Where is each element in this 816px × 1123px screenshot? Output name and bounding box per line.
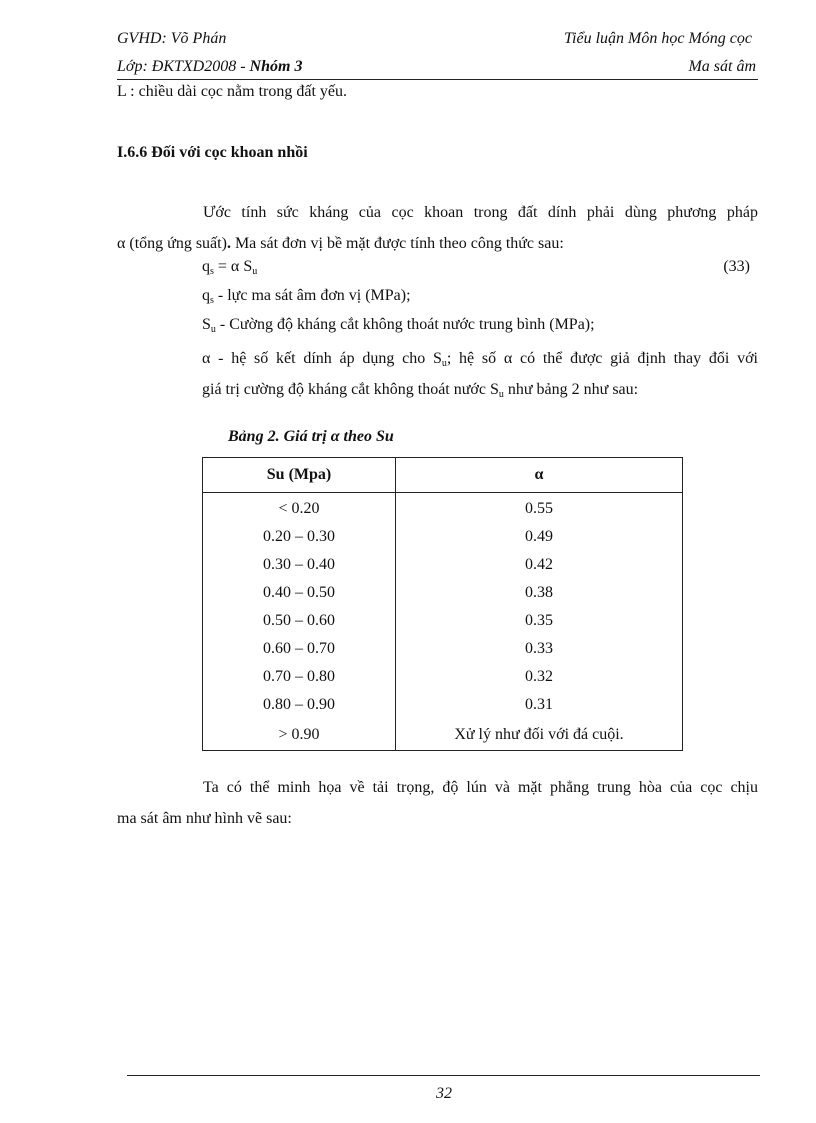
closing-line-1: Ta có thể minh họa về tải trọng, độ lún và mặt phẳng trung hòa của cọc chịu — [203, 779, 758, 796]
col-header-su: Su (Mpa) — [203, 458, 396, 493]
table-row — [203, 607, 683, 635]
def-su-sub: u — [210, 324, 216, 335]
def-su-text: - Cường độ kháng cắt không thoát nước trung bình (MPa); — [215, 316, 595, 333]
intro-paragraph — [117, 197, 758, 259]
table-header-row — [203, 458, 683, 493]
cell-alpha: 0.31 — [525, 696, 553, 713]
def-alpha-line-2 — [202, 374, 758, 405]
definition-alpha — [202, 343, 758, 405]
header-course-title: Tiểu luận Môn học Móng cọc — [564, 30, 752, 47]
table-row — [203, 551, 683, 579]
cell-su: 0.50 – 0.60 — [203, 607, 396, 635]
closing-paragraph — [117, 772, 758, 834]
table-row — [203, 579, 683, 607]
section-heading: I.6.6 Đối với cọc khoan nhồi — [117, 144, 308, 161]
table-row — [203, 635, 683, 663]
intro-period: . — [226, 235, 231, 252]
intro-method: α (tổng ứng suất) — [117, 235, 227, 252]
def-alpha-text-a: α - hệ số kết dính áp dụng cho S — [202, 350, 442, 367]
alpha-table — [202, 457, 683, 751]
def-su-symbol: S — [202, 316, 211, 333]
def-alpha-text-b: ; hệ số α có thể được giả định thay đổi với — [446, 350, 758, 367]
intro-line-2 — [117, 228, 758, 259]
cell-su: > 0.90 — [203, 719, 396, 751]
formula-alpha-s: = α S — [213, 258, 253, 275]
cell-alpha: 0.33 — [525, 640, 553, 657]
formula-q: q — [202, 258, 210, 275]
table-row — [203, 691, 683, 719]
def-qs-symbol: q — [202, 287, 210, 304]
def-qs-sub: s — [210, 295, 214, 306]
header-group: Nhóm 3 — [249, 58, 303, 75]
col-header-alpha: α — [396, 458, 683, 493]
cell-su: 0.20 – 0.30 — [203, 523, 396, 551]
def-alpha-text-c: giá trị cường độ kháng cắt không thoát nước S — [202, 381, 499, 398]
intro-line-1: Ước tính sức kháng của cọc khoan trong đất dính phải dùng phương pháp — [203, 204, 758, 221]
formula-s-sub: u — [252, 266, 258, 277]
cell-su: < 0.20 — [203, 493, 396, 524]
cell-alpha: 0.49 — [525, 528, 553, 545]
table-row — [203, 523, 683, 551]
cell-alpha: 0.55 — [525, 500, 553, 517]
cell-su: 0.30 – 0.40 — [203, 551, 396, 579]
definition-su — [202, 316, 595, 334]
cell-alpha: 0.35 — [525, 612, 553, 629]
page-number: 32 — [436, 1085, 452, 1102]
formula-q-sub: s — [210, 266, 214, 277]
def-alpha-sub-1: u — [441, 358, 447, 369]
table-row — [203, 663, 683, 691]
cell-su: 0.40 – 0.50 — [203, 579, 396, 607]
def-alpha-line-1 — [202, 343, 758, 374]
definition-qs — [202, 287, 411, 305]
footer-divider — [127, 1075, 760, 1076]
cell-alpha: 0.42 — [525, 556, 553, 573]
header-divider — [117, 79, 758, 80]
header-class — [117, 58, 302, 76]
cell-su: 0.60 – 0.70 — [203, 635, 396, 663]
table-row — [203, 719, 683, 751]
cell-alpha: 0.38 — [525, 584, 553, 601]
formula — [202, 258, 257, 276]
cell-su: 0.80 – 0.90 — [203, 691, 396, 719]
cell-alpha: 0.32 — [525, 668, 553, 685]
def-alpha-sub-2: u — [498, 389, 504, 400]
table-caption: Bảng 2. Giá trị α theo Su — [228, 428, 394, 445]
definition-L: L : chiều dài cọc nằm trong đất yếu. — [117, 83, 347, 100]
def-qs-text: - lực ma sát âm đơn vị (MPa); — [213, 287, 411, 304]
header-class-label: Lớp: ĐKTXD2008 - — [117, 58, 250, 75]
header-topic: Ma sát âm — [688, 58, 756, 75]
intro-rest: Ma sát đơn vị bề mặt được tính theo công thức sau: — [230, 235, 564, 252]
cell-alpha: Xử lý như đối với đá cuội. — [454, 725, 624, 743]
closing-line-2: ma sát âm như hình vẽ sau: — [117, 810, 292, 827]
header-instructor: GVHD: Võ Phán — [117, 30, 227, 47]
cell-su: 0.70 – 0.80 — [203, 663, 396, 691]
table-row — [203, 493, 683, 524]
formula-number: (33) — [723, 258, 750, 275]
def-alpha-text-d: như bảng 2 như sau: — [503, 381, 639, 398]
